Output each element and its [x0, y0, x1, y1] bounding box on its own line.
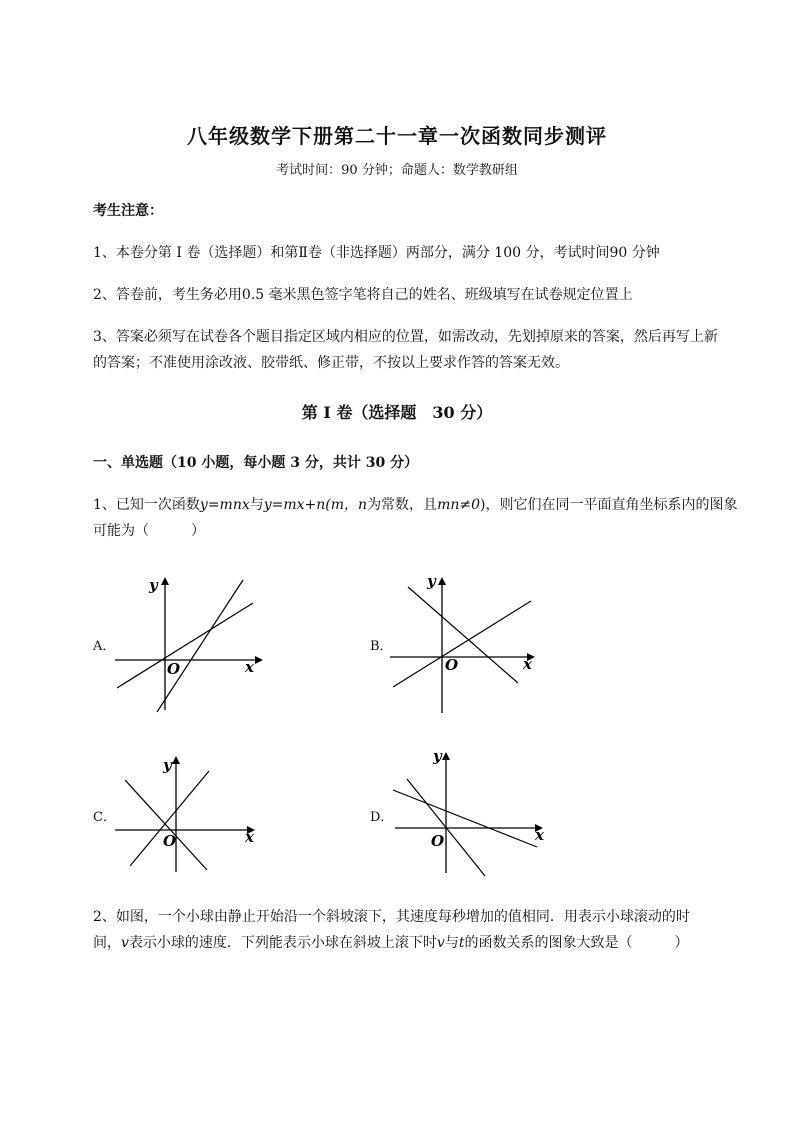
y-axis-label: y [149, 576, 158, 594]
option-d-graph [385, 745, 555, 880]
x-axis-label: x [245, 828, 254, 846]
line-2 [130, 771, 209, 866]
x-axis-label: x [535, 826, 544, 844]
option-c-graph [105, 750, 265, 880]
notice-item-2: 2、答卷前，考生务必用0.5 毫米黑色签字笔将自己的姓名、班级填写在试卷规定位置上 [93, 287, 633, 303]
y-axis-arrow [172, 756, 180, 764]
origin-label: O [445, 656, 459, 674]
question-2-text: 2、如图，一个小球由静止开始沿一个斜坡滚下，其速度每秒增加的值相同．用表示小球滚动的时 [93, 909, 690, 925]
y-axis-arrow [161, 577, 169, 585]
x-axis-arrow [255, 656, 263, 664]
option-a-graph [105, 570, 265, 720]
question-1-text: 1、已知一次函数y=mnx与y=mx+n(m，n为常数，且mn≠0)，则它们在同一平面直角坐标系内的图象 [93, 497, 738, 513]
y-axis-label: y [427, 572, 436, 590]
y-axis-label: y [433, 747, 442, 765]
notice-heading: 考生注意： [93, 203, 163, 219]
y-axis-arrow [442, 752, 450, 760]
line-2 [408, 587, 518, 683]
x-axis-label: x [523, 655, 532, 673]
option-c-label: C． [93, 810, 116, 825]
page-title: 八年级数学下册第二十一章一次函数同步测评 [187, 124, 607, 148]
line-1 [393, 790, 537, 847]
question-2-text-cont: 间，v表示小球的速度．下列能表示小球在斜坡上滚下时v与t的函数关系的图象大致是（ ） [93, 935, 689, 951]
origin-label: O [163, 832, 177, 850]
option-a-label: A． [93, 639, 116, 654]
question-1-text-cont: 可能为（ ） [93, 523, 205, 539]
y-axis-arrow [438, 577, 446, 585]
part-heading: 一、单选题（10 小题，每小题 3 分，共计 30 分） [93, 455, 419, 471]
option-b-graph [385, 570, 545, 720]
option-d-label: D． [370, 810, 394, 825]
line-1 [393, 601, 531, 687]
option-b-label: B． [370, 639, 393, 654]
origin-label: O [431, 832, 445, 850]
section-title: 第 I 卷（选择题 30 分） [301, 403, 493, 422]
exam-info: 考试时间：90 分钟；命题人：数学教研组 [276, 163, 518, 178]
y-axis-label: y [163, 756, 172, 774]
notice-item-1: 1、本卷分第 I 卷（选择题）和第Ⅱ卷（非选择题）两部分，满分 100 分，考试时间90 分钟 [93, 245, 660, 261]
line-1 [117, 603, 253, 688]
notice-item-3: 3、答案必须写在试卷各个题目指定区域内相应的位置，如需改动，先划掉原来的答案，然后再写上新 [93, 329, 718, 345]
origin-label: O [167, 660, 181, 678]
x-axis-label: x [245, 658, 254, 676]
notice-item-3-cont: 的答案；不准使用涂改液、胶带纸、修正带，不按以上要求作答的答案无效。 [93, 355, 569, 371]
line-2 [157, 580, 243, 712]
